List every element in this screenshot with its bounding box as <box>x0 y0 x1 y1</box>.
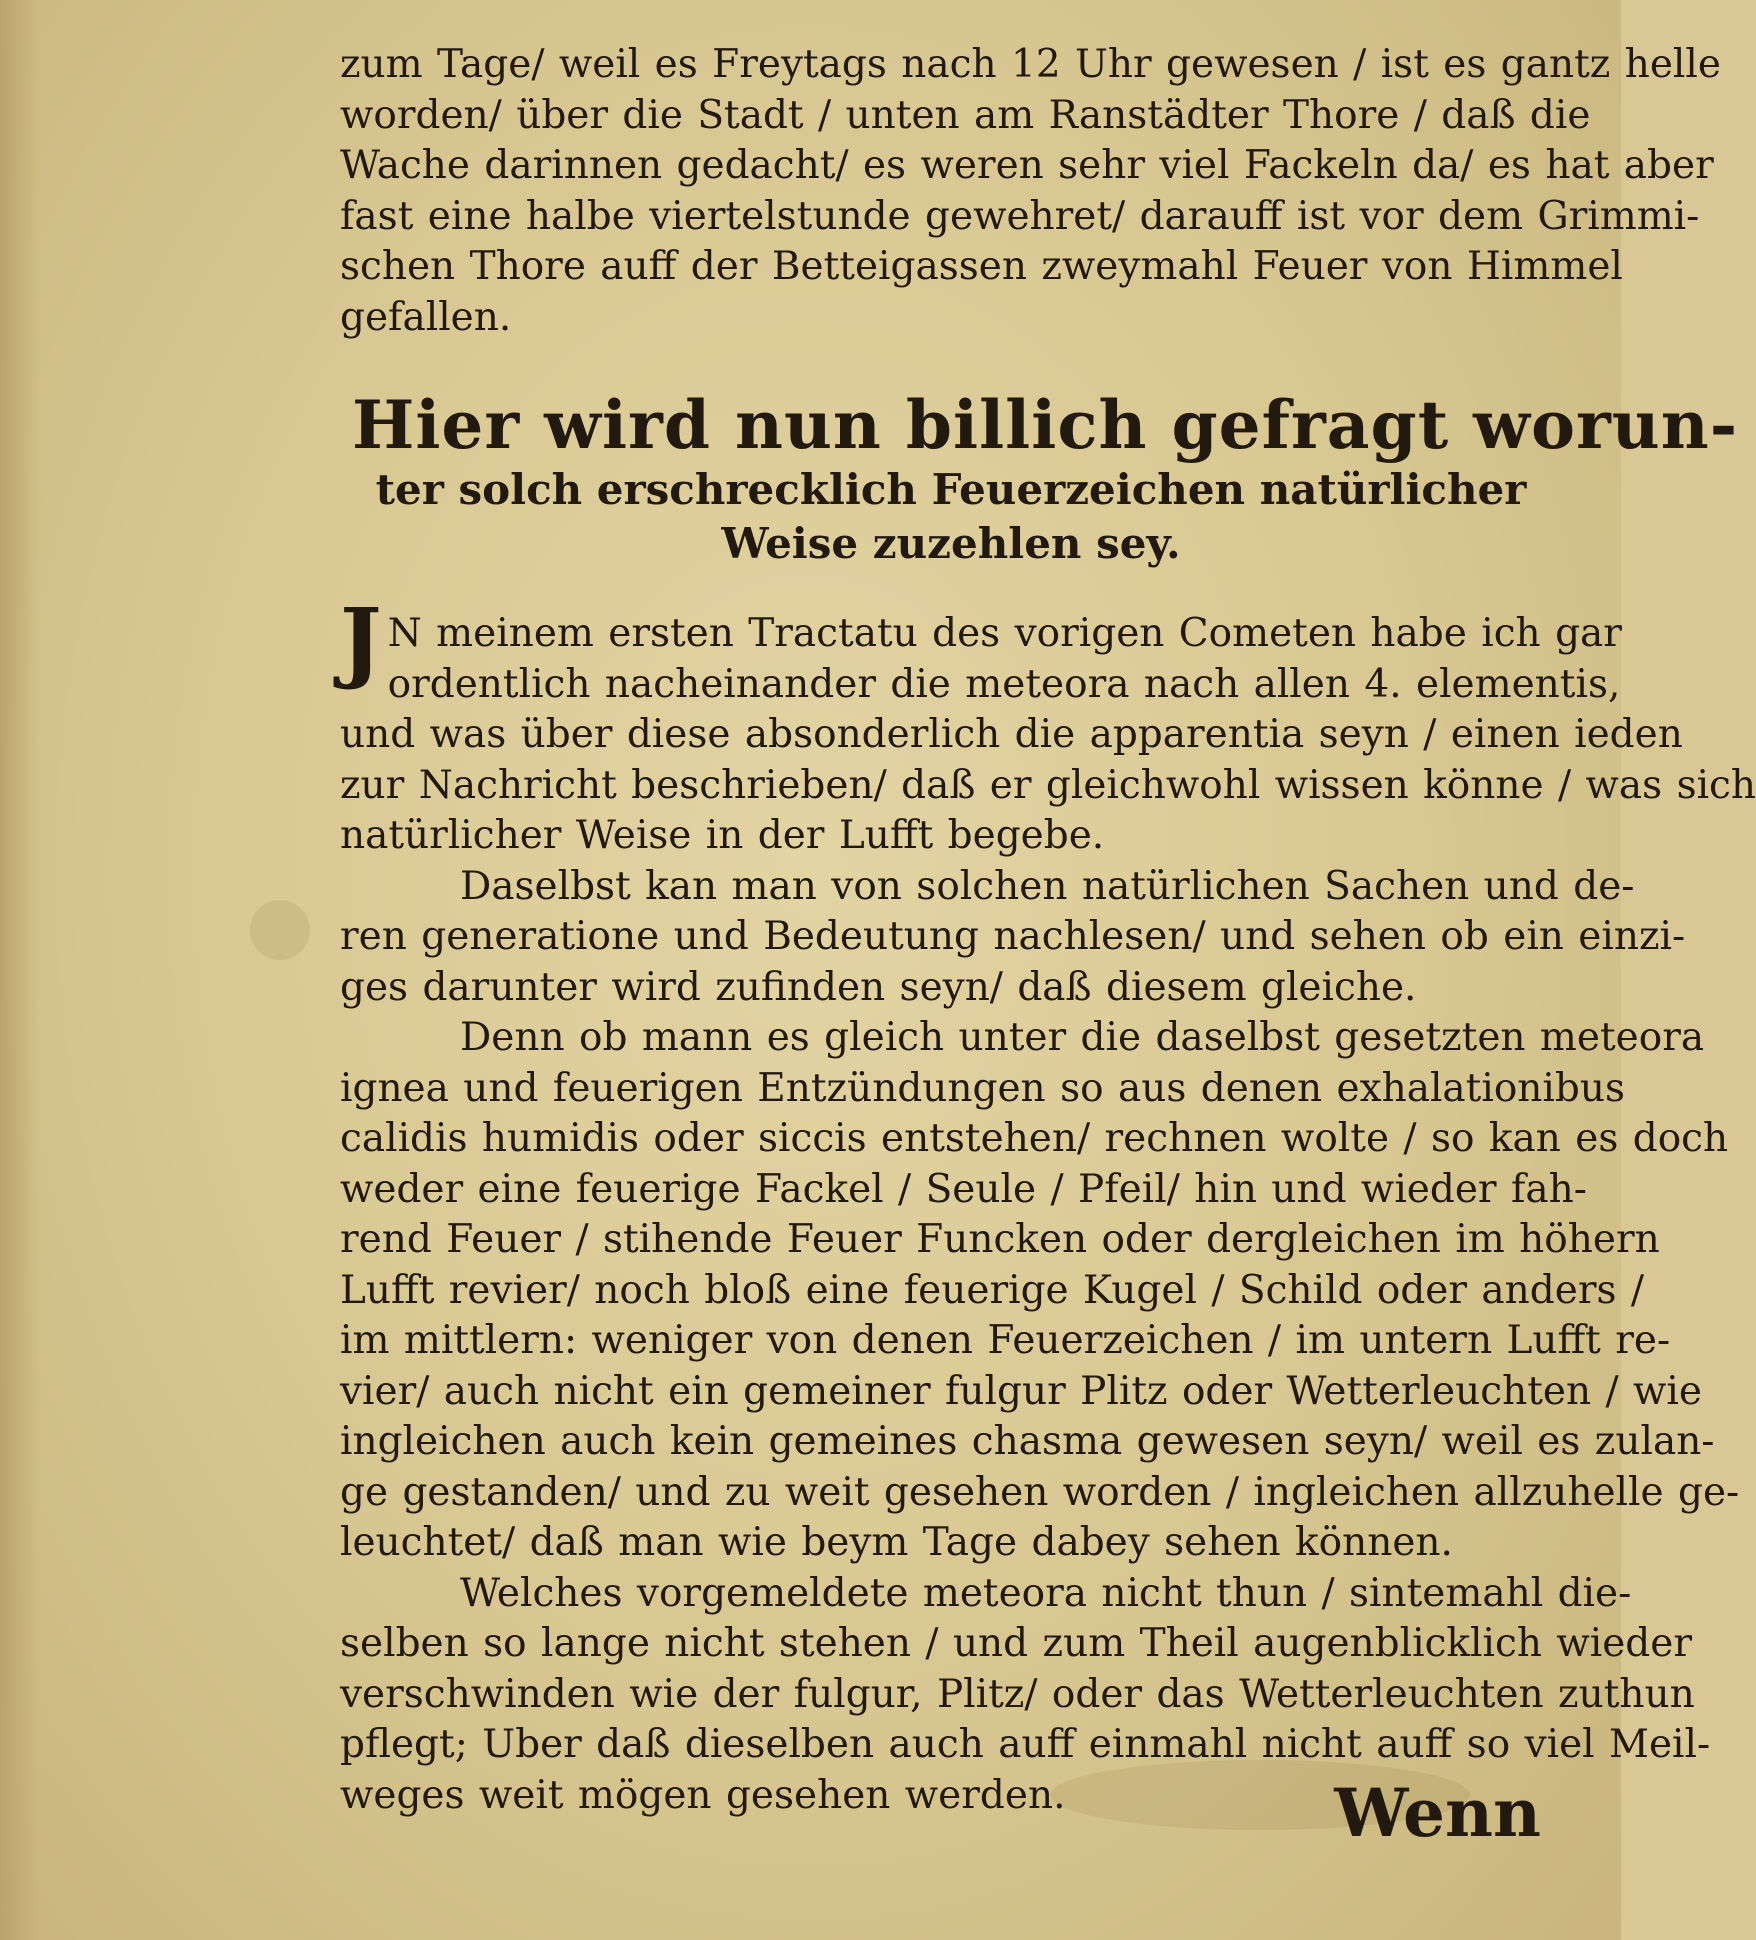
text-line: ges darunter wird zufinden seyn/ daß diesem gleiche. <box>340 964 1417 1010</box>
text-line: zur Nachricht beschrieben/ daß er gleichwohl wissen könne / was sich <box>340 762 1756 808</box>
heading-line-1: Hier wird nun billich gefragt worun- <box>352 386 1739 464</box>
text-line: natürlicher Weise in der Lufft begebe. <box>340 813 1105 858</box>
catchword: Wenn <box>1334 1774 1541 1852</box>
top-paragraph <box>340 40 1721 343</box>
text-line: worden/ über die Stadt / unten am Ranstädter Thore / daß die <box>340 92 1591 138</box>
text-line: ingleichen auch kein gemeines chasma gewesen seyn/ weil es zulan- <box>340 1419 1715 1464</box>
text-line: ge gestanden/ und zu weit gesehen worden / ingleichen allzuhelle ge- <box>340 1469 1740 1515</box>
body-text <box>340 588 1756 1821</box>
section-heading <box>352 386 1739 571</box>
text-line: verschwinden wie der fulgur, Plitz/ oder das Wetterleuchten zuthun <box>340 1671 1695 1717</box>
text-line: gefallen. <box>340 294 512 340</box>
text-line: ordentlich nacheinander die meteora nach allen 4. elementis, <box>387 661 1621 707</box>
text-line: pflegt; Uber daß dieselben auch auff einmahl nicht auff so viel Meil- <box>340 1722 1711 1767</box>
text-line: weder eine feuerige Fackel / Seule / Pfeil/ hin und wieder fah- <box>340 1166 1587 1212</box>
paragraph-2 <box>340 862 1686 1014</box>
text-line: Lufft revier/ noch bloß eine feuerige Kugel / Schild oder anders / <box>340 1267 1645 1313</box>
text-line: weges weit mögen gesehen werden. <box>340 1772 1066 1818</box>
text-line: N meinem ersten Tractatu des vorigen Cometen habe ich gar <box>387 611 1622 656</box>
drop-cap-initial: J <box>340 588 382 692</box>
paragraph-3 <box>340 1013 1740 1569</box>
paragraph-1 <box>340 588 1756 862</box>
text-line: zum Tage/ weil es Freytags nach 12 Uhr gewesen / ist es gantz helle <box>340 42 1721 87</box>
text-line: ren generatione und Bedeutung nachlesen/ und sehen ob ein einzi- <box>340 914 1686 959</box>
page-edge-shadow <box>0 0 40 1940</box>
text-line: leuchtet/ daß man wie beym Tage dabey sehen können. <box>340 1520 1453 1565</box>
text-line: fast eine halbe viertelstunde gewehret/ darauff ist vor dem Grimmi- <box>340 193 1700 239</box>
text-line: calidis humidis oder siccis entstehen/ rechnen wolte / so kan es doch <box>340 1116 1729 1161</box>
text-line: Wache darinnen gedacht/ es weren sehr viel Fackeln da/ es hat aber <box>340 143 1714 188</box>
text-line: Denn ob mann es gleich unter die daselbst gesetzten meteora <box>460 1015 1705 1060</box>
printed-page <box>340 40 1756 1821</box>
text-line: selben so lange nicht stehen / und zum Theil augenblicklich wieder <box>340 1621 1692 1666</box>
heading-line-3: Weise zuzehlen sey. <box>721 519 1181 568</box>
text-line: Welches vorgemeldete meteora nicht thun / sintemahl die- <box>460 1570 1632 1616</box>
heading-line-2: ter solch erschrecklich Feuerzeichen natürlicher <box>375 465 1527 514</box>
text-line: im mittlern: weniger von denen Feuerzeichen / im untern Lufft re- <box>340 1318 1671 1363</box>
text-line: rend Feuer / stihende Feuer Funcken oder dergleichen im höhern <box>340 1217 1660 1262</box>
text-line: und was über diese absonderlich die apparentia seyn / einen ieden <box>340 712 1683 757</box>
text-line: vier/ auch nicht ein gemeiner fulgur Plitz oder Wetterleuchten / wie <box>340 1368 1702 1414</box>
text-line: ignea und feuerigen Entzündungen so aus denen exhalationibus <box>340 1065 1625 1111</box>
text-line: schen Thore auff der Betteigassen zweymahl Feuer von Himmel <box>340 244 1623 289</box>
text-line: Daselbst kan man von solchen natürlichen Sachen und de- <box>460 863 1635 909</box>
paper-stain <box>250 900 310 960</box>
